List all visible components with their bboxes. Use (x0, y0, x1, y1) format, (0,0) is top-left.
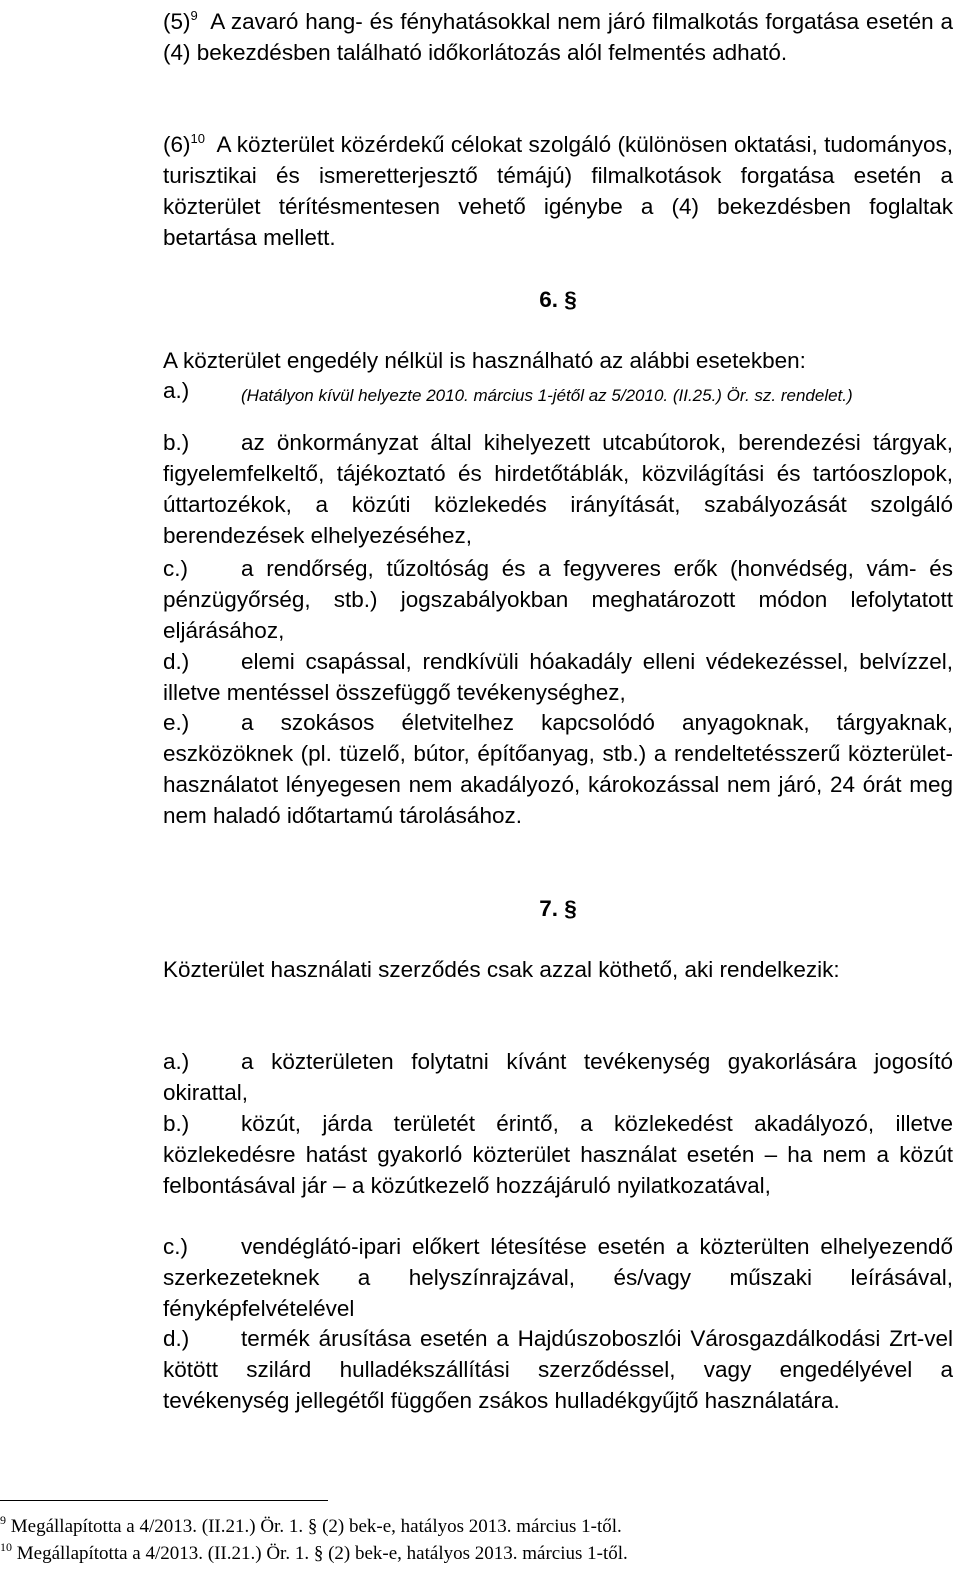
item-label: d.) (163, 1326, 190, 1351)
paragraph-6 (163, 129, 953, 253)
item-label: a.) (163, 1049, 190, 1074)
section-7-item-d (163, 1323, 953, 1416)
item-label: d.) (163, 649, 190, 674)
footnote-10 (0, 1541, 628, 1567)
item-text: a közterületen folytatni kívánt tevékenység gyakorlására jogosító okirattal, (163, 1049, 953, 1105)
footnote-ref[interactable]: 9 (190, 8, 198, 23)
section-7-item-b (163, 1108, 953, 1201)
paragraph-number: (5) (163, 9, 191, 34)
item-text: vendéglátó-ipari előkert létesítése esetén a közterülten elhelyezendő szerkezeteknek a helyszínrajzával, és/vagy műszaki leírásával, fényképfelvételével (163, 1234, 953, 1321)
section-6-item-d (163, 646, 953, 708)
section-6-item-a (163, 378, 953, 409)
item-label: a.) (163, 378, 190, 403)
item-text: a szokásos életvitelhez kapcsolódó anyagoknak, tárgyaknak, eszközöknek (pl. tüzelő, bútor, építőanyag, stb.) a rendeltetésszerű közterület-használatot lényegesen nem akadályozó, károkozással nem járó, 24 órát meg nem haladó időtartamú tárolásához. (163, 710, 953, 828)
item-label: b.) (163, 1111, 190, 1136)
footnote-separator (0, 1500, 328, 1501)
item-text: a rendőrség, tűzoltóság és a fegyveres erők (honvédség, vám- és pénzügyőrség, stb.) jogszabályokban meghatározott módon lefolytatott eljárásához, (163, 556, 953, 643)
paragraph-text: A zavaró hang- és fényhatásokkal nem járó filmalkotás forgatása esetén a (4) bekezdésben található időkorlátozás alól felmentés adható. (163, 9, 953, 65)
section-7-item-a (163, 1046, 953, 1108)
section-6-item-b (163, 427, 953, 551)
paragraph-5 (163, 6, 953, 68)
item-label: c.) (163, 1234, 188, 1259)
item-label: c.) (163, 556, 188, 581)
item-text: közút, járda területét érintő, a közlekedést akadályozó, illetve közlekedésre hatást gyakorló közterület használat esetén – ha nem a közút felbontásával jár – a közútkezelő hozzájáruló nyilatkozatával, (163, 1111, 953, 1198)
footnote-number: 10 (0, 1540, 12, 1554)
paragraph-text: A közterület közérdekű célokat szolgáló (különösen oktatási, tudományos, turisztikai és ismeretterjesztő témájú) filmalkotások forgatása esetén a közterület térítésmentesen vehető igénybe a (4) bekezdésben foglaltak betartása mellett. (163, 132, 953, 250)
item-text: az önkormányzat által kihelyezett utcabútorok, berendezési tárgyak, figyelemfelkeltő, tájékoztató és hirdetőtáblák, közvilágítási és tartóoszlopok, úttartozékok, a közúti közlekedés irányítását, szabályozását szolgáló berendezések elhelyezéséhez, (163, 430, 953, 548)
section-6-item-c (163, 553, 953, 646)
footnote-number: 9 (0, 1513, 6, 1527)
item-label: b.) (163, 430, 190, 455)
item-text-repealed: (Hatályon kívül helyezte 2010. március 1-jétől az 5/2010. (II.25.) Ör. sz. rendelet.) (241, 386, 853, 405)
section-7-intro: Közterület használati szerződés csak azzal köthető, aki rendelkezik: (163, 957, 840, 982)
section-7-heading: 7. § (539, 896, 577, 921)
item-text: elemi csapással, rendkívüli hóakadály elleni védekezéssel, belvízzel, illetve mentéssel összefüggő tevékenységhez, (163, 649, 953, 705)
footnote-ref[interactable]: 10 (190, 131, 205, 146)
section-6-heading: 6. § (539, 287, 577, 312)
section-7-item-c (163, 1231, 953, 1324)
item-text: termék árusítása esetén a Hajdúszoboszlói Városgazdálkodási Zrt-vel kötött szilárd hulladékszállítási szerződéssel, vagy engedélyével a tevékenység jellegétől függően zsákos hulladékgyűjtő használatára. (163, 1326, 953, 1413)
section-6-item-e (163, 707, 953, 831)
section-6-intro: A közterület engedély nélkül is használható az alábbi esetekben: (163, 348, 806, 373)
item-label: e.) (163, 710, 190, 735)
paragraph-number: (6) (163, 132, 191, 157)
footnote-9 (0, 1514, 622, 1540)
footnote-text: Megállapította a 4/2013. (II.21.) Ör. 1. § (2) bek-e, hatályos 2013. március 1-től. (16, 1543, 628, 1564)
footnote-text: Megállapította a 4/2013. (II.21.) Ör. 1. § (2) bek-e, hatályos 2013. március 1-től. (10, 1516, 622, 1537)
